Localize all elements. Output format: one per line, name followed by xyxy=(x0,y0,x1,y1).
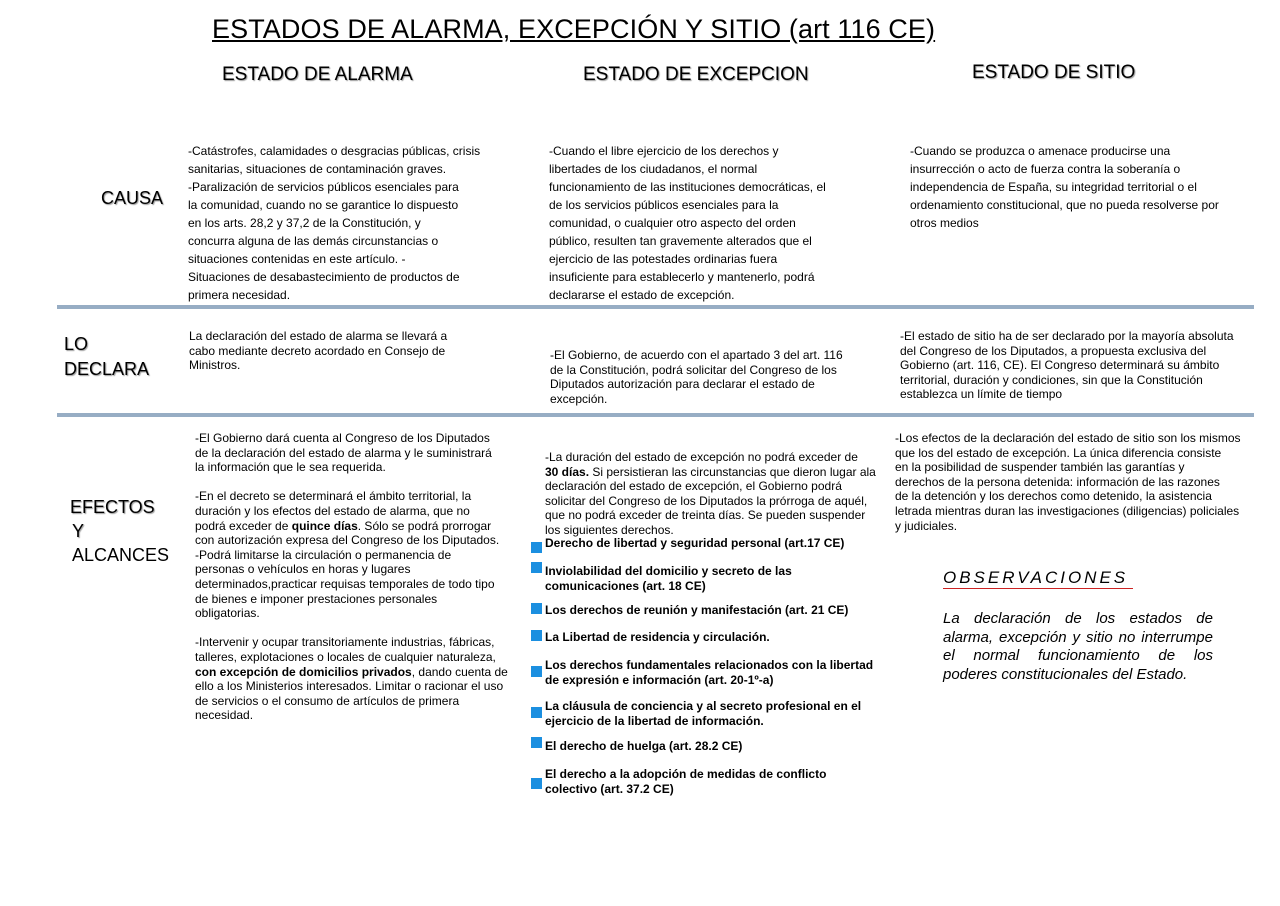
text-line: de bienes e imponer prestaciones personales xyxy=(195,591,438,606)
text-line: personas o vehículos en horas y lugares xyxy=(195,562,411,577)
text-line: Diputados autorización para declarar el estado de xyxy=(550,377,815,392)
declara-sitio xyxy=(900,329,1234,402)
text-line: ejercicio de las potestades ordinarias fuera xyxy=(549,252,778,266)
row-label-line: LO xyxy=(64,334,89,354)
list-item-text: Los derechos fundamentales relacionados con la libertad xyxy=(545,658,874,672)
highlight-30-dias: 30 días. xyxy=(545,464,590,479)
text-line: de la detención y los derechos como detenido, la asistencia xyxy=(895,489,1212,504)
text-line: ordenamiento constitucional, que no pueda resolverse por xyxy=(910,198,1219,212)
text-line: sanitarias, situaciones de contaminación graves. xyxy=(188,162,447,176)
suspended-rights-list xyxy=(531,536,901,806)
text-line: de la declaración del estado de alarma y le suministrará xyxy=(195,445,492,460)
text-line: necesidad. xyxy=(195,708,254,723)
text-line: -Paralización de servicios públicos esenciales para xyxy=(188,180,459,194)
text-line: insuficiente para establecerlo y mantenerlo, podrá xyxy=(549,270,815,284)
text-line: libertades de los ciudadanos, el normal xyxy=(549,162,758,176)
column-heading-excepcion: ESTADO DE EXCEPCION xyxy=(583,64,809,85)
column-heading-sitio: ESTADO DE SITIO xyxy=(972,62,1136,83)
text-line: con autorización expresa del Congreso de los Diputados. xyxy=(195,533,500,548)
square-bullet-icon xyxy=(531,630,542,641)
text-line: establezca un límite de tiempo xyxy=(900,387,1063,402)
square-bullet-icon xyxy=(531,778,542,789)
list-item-text: El derecho de huelga (art. 28.2 CE) xyxy=(545,739,743,753)
text-line: ello a los Ministerios interesados. Limitar o racionar el uso xyxy=(195,679,504,694)
text-line: en los arts. 28,2 y 37,2 de la Constitución, y xyxy=(188,216,421,230)
square-bullet-icon xyxy=(531,542,542,553)
causa-excepcion xyxy=(549,142,826,304)
declara-alarma xyxy=(189,329,447,373)
text-line: determinados,practicar requisas temporales de todo tipo xyxy=(195,576,495,591)
list-item-text: La Libertad de residencia y circulación. xyxy=(545,630,770,644)
row-label-line: DECLARA xyxy=(64,359,150,379)
row-label-lo-declara xyxy=(64,332,149,382)
text-line: Gobierno (art. 116, CE). El Congreso determinará su ámbito xyxy=(900,358,1220,373)
list-item-text: Inviolabilidad del domicilio y secreto de las xyxy=(545,564,792,578)
declara-excepcion xyxy=(550,348,843,406)
text-line: derechos de la persona detenida: información de las razones xyxy=(895,474,1220,489)
text-line: la información que le sea requerida. xyxy=(195,460,386,475)
square-bullet-icon xyxy=(531,666,542,677)
text-line: independencia de España, su integridad territorial o el xyxy=(910,180,1197,194)
column-heading-alarma: ESTADO DE ALARMA xyxy=(222,64,413,85)
text-line: duración y los efectos del estado de alarma, que no xyxy=(195,503,470,518)
text-line: declararse el estado de excepción. xyxy=(549,288,735,302)
text-line: cabo mediante decreto acordado en Consejo de xyxy=(189,343,446,358)
causa-sitio xyxy=(910,142,1219,232)
text-line: de servicios o el consumo de artículos de primera xyxy=(195,693,460,708)
square-bullet-icon xyxy=(531,707,542,718)
text-line: funcionamiento de las instituciones democráticas, el xyxy=(549,180,826,194)
text-line: letrada mientras duran las investigaciones (diligencias) policiales xyxy=(895,503,1240,518)
text-line: -El Gobierno dará cuenta al Congreso de los Diputados xyxy=(195,431,490,445)
row-separator xyxy=(57,305,1254,309)
observaciones-text: La declaración de los estados de alarma, excepción y sitio no interrumpe el normal funcionamiento de los poderes constitucionales del Estado. xyxy=(943,610,1213,683)
text-line: territorial, duración y condiciones, sin que la Constitución xyxy=(900,372,1203,387)
text-line: que los del estado de excepción. La única diferencia consiste xyxy=(895,445,1222,460)
text-line: excepción. xyxy=(550,391,608,406)
highlight-quince-dias: quince días xyxy=(291,518,358,533)
text-line: talleres, explotaciones o locales de cualquier naturaleza, xyxy=(195,649,496,664)
text-span: , dando cuenta de xyxy=(411,664,508,679)
text-span: . Sólo se podrá prorrogar xyxy=(357,518,492,533)
text-span: podrá exceder de xyxy=(195,518,292,533)
row-label-efectos xyxy=(70,495,169,567)
text-line: -Cuando se produzca o amenace producirse una xyxy=(910,144,1171,158)
text-line: Situaciones de desabastecimiento de productos de xyxy=(188,270,460,284)
text-line: público, resulten tan gravemente alterados que el xyxy=(549,234,812,248)
efectos-excepcion xyxy=(545,450,876,538)
text-line: -El Gobierno, de acuerdo con el apartado 3 del art. 116 xyxy=(550,348,843,362)
efectos-sitio xyxy=(895,431,1241,533)
text-line: insurrección o acto de fuerza contra la soberanía o xyxy=(910,162,1181,176)
text-line: comunidad, o cualquier otro aspecto del orden xyxy=(549,216,796,230)
text-line: -La duración del estado de excepción no podrá exceder de xyxy=(545,450,858,464)
observaciones-underline xyxy=(943,588,1133,589)
efectos-alarma xyxy=(195,431,508,723)
row-label-line: Y xyxy=(72,521,85,541)
causa-alarma xyxy=(188,142,480,304)
text-line xyxy=(195,665,508,680)
text-line: La declaración del estado de alarma se llevará a xyxy=(189,329,448,343)
text-line: declaración del estado de excepción, el Gobierno podrá xyxy=(545,479,842,494)
text-line: -Intervenir y ocupar transitoriamente industrias, fábricas, xyxy=(195,635,495,650)
square-bullet-icon xyxy=(531,562,542,573)
list-item-text: La cláusula de conciencia y al secreto profesional en el xyxy=(545,699,862,713)
text-line: -Los efectos de la declaración del estado de sitio son los mismos xyxy=(895,431,1241,445)
row-label-line: ALCANCES xyxy=(72,545,170,565)
text-line xyxy=(195,519,508,534)
text-span: Si persistieran las circunstancias que dieron lugar ala xyxy=(589,464,876,479)
text-line: -Cuando el libre ejercicio de los derechos y xyxy=(549,144,779,158)
text-line: otros medios xyxy=(910,216,979,230)
text-line xyxy=(545,465,876,480)
text-line: los siguientes derechos. xyxy=(545,522,674,537)
row-label-line: EFECTOS xyxy=(70,497,155,517)
text-line: la comunidad, cuando no se garantice lo dispuesto xyxy=(188,198,459,212)
text-line: -Podrá limitarse la circulación o permanencia de xyxy=(195,547,452,562)
text-line: -En el decreto se determinará el ámbito territorial, la xyxy=(195,489,472,504)
text-line: concurra alguna de las demás circunstancias o xyxy=(188,234,439,248)
square-bullet-icon xyxy=(531,737,542,748)
page-title: ESTADOS DE ALARMA, EXCEPCIÓN Y SITIO (art 116 CE) xyxy=(212,14,936,44)
text-line: situaciones contenidas en este artículo. - xyxy=(188,252,406,266)
text-line: y judiciales. xyxy=(895,518,958,533)
list-item-text: comunicaciones (art. 18 CE) xyxy=(545,578,706,593)
text-line: de los servicios públicos esenciales para la xyxy=(549,198,779,212)
observaciones-title: OBSERVACIONES xyxy=(943,568,1129,587)
square-bullet-icon xyxy=(531,603,542,614)
list-item-text: Los derechos de reunión y manifestación (art. 21 CE) xyxy=(545,603,849,617)
text-line: primera necesidad. xyxy=(188,288,291,302)
row-label-causa: CAUSA xyxy=(101,188,164,208)
list-item-text: ejercicio de la libertad de información. xyxy=(545,713,764,728)
list-item-text: de expresión e información (art. 20-1º-a) xyxy=(545,672,774,687)
list-item-text: Derecho de libertad y seguridad personal (art.17 CE) xyxy=(545,536,845,550)
row-separator xyxy=(57,413,1254,417)
list-item-text: El derecho a la adopción de medidas de conflicto xyxy=(545,767,827,781)
text-line: Ministros. xyxy=(189,358,241,373)
text-line: -Catástrofes, calamidades o desgracias públicas, crisis xyxy=(188,144,481,158)
text-line: que no podrá exceder de treinta días. Se pueden suspender xyxy=(545,508,866,523)
text-line: en la posibilidad de suspender también las garantías y xyxy=(895,460,1185,475)
text-line: solicitar del Congreso de los Diputados la prórroga de aquél, xyxy=(545,493,868,508)
text-line: de la Constitución, podrá solicitar del Congreso de los xyxy=(550,362,837,377)
highlight-domicilios: con excepción de domicilios privados xyxy=(195,664,412,679)
text-line: del Congreso de los Diputados, a propuesta exclusiva del xyxy=(900,343,1207,358)
list-item-text: colectivo (art. 37.2 CE) xyxy=(545,781,674,796)
text-line: obligatorias. xyxy=(195,606,260,621)
text-line: -El estado de sitio ha de ser declarado por la mayoría absoluta xyxy=(900,329,1234,343)
